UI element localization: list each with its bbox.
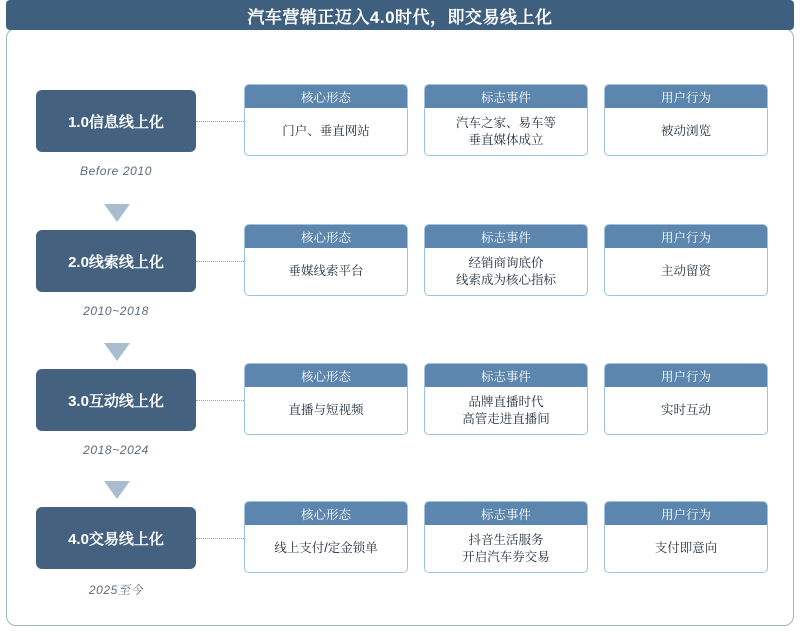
card-3-milestone-line-2: 高管走进直播间	[462, 411, 550, 426]
card-2-milestone-header: 标志事件	[425, 225, 587, 248]
stage-row-3	[0, 341, 800, 481]
card-4-core-form-body	[245, 525, 407, 572]
card-1-user-behavior[interactable]	[604, 84, 768, 156]
card-1-milestone-header: 标志事件	[425, 85, 587, 108]
card-2-user-behavior[interactable]	[604, 224, 768, 296]
card-3-user-behavior-line-1: 实时互动	[660, 403, 711, 417]
card-4-user-behavior-header: 用户行为	[605, 502, 767, 525]
card-4-milestone-header: 标志事件	[425, 502, 587, 525]
card-1-core-form-line-1: 门户、垂直网站	[282, 124, 370, 138]
stage-label-2-text: 2.0线索线上化	[68, 253, 164, 271]
stage-period-4: 2025至今	[88, 583, 144, 597]
card-4-core-form-line-1: 线上支付/定金锁单	[274, 541, 378, 555]
card-2-core-form-line-1: 垂媒线索平台	[288, 264, 364, 278]
card-3-user-behavior-body	[605, 387, 767, 434]
card-4-user-behavior-line-1: 支付即意向	[654, 541, 718, 555]
card-1-milestone-body	[425, 108, 587, 155]
card-3-core-form[interactable]	[244, 363, 408, 435]
connector-dots-4	[196, 538, 244, 540]
card-3-milestone[interactable]	[424, 363, 588, 435]
card-2-user-behavior-line-1: 主动留资	[660, 264, 711, 278]
card-3-core-form-body	[245, 387, 407, 434]
card-1-core-form[interactable]	[244, 84, 408, 156]
card-2-user-behavior-header: 用户行为	[605, 225, 767, 248]
stage-label-3-text: 3.0互动线上化	[68, 392, 164, 410]
card-1-user-behavior-line-1: 被动浏览	[660, 124, 711, 138]
card-2-milestone-body	[425, 248, 587, 295]
card-2-core-form[interactable]	[244, 224, 408, 296]
card-1-user-behavior-header: 用户行为	[605, 85, 767, 108]
connector-dots-2	[196, 261, 244, 263]
stage-period-2: 2010~2018	[83, 304, 149, 318]
card-1-milestone-line-1: 汽车之家、易车等	[455, 115, 556, 130]
stage-period-3: 2018~2024	[83, 443, 149, 457]
card-4-milestone-body	[425, 525, 587, 572]
stage-label-3[interactable]	[36, 369, 196, 431]
card-1-core-form-body	[245, 108, 407, 155]
card-4-core-form-header: 核心形态	[245, 502, 407, 525]
card-1-milestone[interactable]	[424, 84, 588, 156]
card-2-milestone[interactable]	[424, 224, 588, 296]
card-3-core-form-header: 核心形态	[245, 364, 407, 387]
stage-row-4	[0, 479, 800, 619]
card-3-core-form-line-1: 直播与短视频	[288, 403, 364, 417]
stage-label-1-text: 1.0信息线上化	[68, 113, 164, 131]
card-1-user-behavior-body	[605, 108, 767, 155]
card-3-milestone-body	[425, 387, 587, 434]
card-3-user-behavior-header: 用户行为	[605, 364, 767, 387]
stage-label-1[interactable]	[36, 90, 196, 152]
card-4-core-form[interactable]	[244, 501, 408, 573]
stage-label-4[interactable]	[36, 507, 196, 569]
card-2-core-form-header: 核心形态	[245, 225, 407, 248]
card-1-milestone-line-2: 垂直媒体成立	[468, 132, 544, 147]
stage-label-4-text: 4.0交易线上化	[68, 530, 164, 548]
connector-dots-1	[196, 121, 244, 123]
card-4-user-behavior-body	[605, 525, 767, 572]
card-4-milestone-line-1: 抖音生活服务	[468, 532, 544, 547]
card-4-user-behavior[interactable]	[604, 501, 768, 573]
card-4-milestone[interactable]	[424, 501, 588, 573]
stage-row-2	[0, 202, 800, 342]
connector-dots-3	[196, 400, 244, 402]
card-1-core-form-header: 核心形态	[245, 85, 407, 108]
card-2-milestone-line-1: 经销商询底价	[468, 255, 544, 270]
card-2-core-form-body	[245, 248, 407, 295]
stage-label-2[interactable]	[36, 230, 196, 292]
stage-period-1: Before 2010	[80, 164, 152, 178]
stage-row-1	[0, 62, 800, 202]
card-2-user-behavior-body	[605, 248, 767, 295]
page-title-text: 汽车营销正迈入4.0时代，即交易线上化	[247, 7, 553, 27]
card-3-user-behavior[interactable]	[604, 363, 768, 435]
card-3-milestone-line-1: 品牌直播时代	[468, 394, 544, 409]
card-2-milestone-line-2: 线索成为核心指标	[455, 272, 556, 287]
card-4-milestone-line-2: 开启汽车券交易	[462, 549, 550, 564]
card-3-milestone-header: 标志事件	[425, 364, 587, 387]
